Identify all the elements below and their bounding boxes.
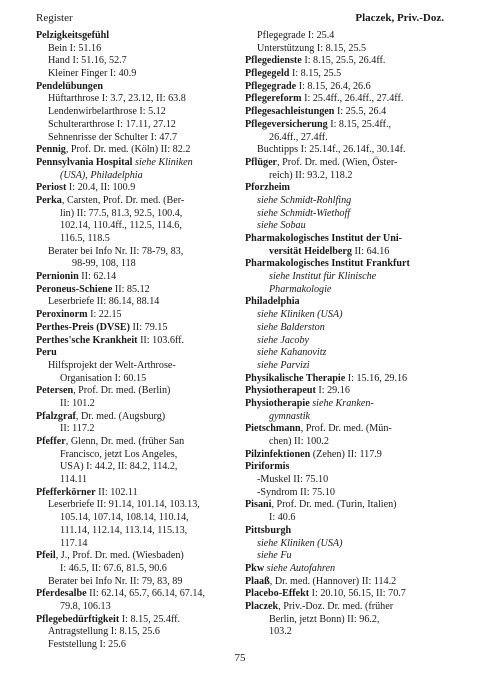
index-locator: I: 8.15, 25.5	[289, 68, 342, 80]
index-term: versität Heidelberg	[269, 245, 352, 257]
index-entry	[36, 614, 238, 627]
index-entry	[36, 411, 238, 424]
index-subentry	[245, 284, 450, 297]
index-subentry	[36, 220, 238, 233]
index-term: Pflegebedürftigkeit	[36, 613, 120, 625]
index-locator: Berlin, jetzt Bonn) II: 96.2,	[269, 613, 380, 625]
index-term: Pfeffer	[36, 436, 66, 447]
index-term: Pennig	[36, 144, 66, 156]
cross-reference: siehe Kahanovitz	[257, 347, 327, 359]
index-locator: II: 117.2	[60, 423, 95, 435]
index-subentry	[245, 309, 450, 322]
index-locator: 26.4ff., 27.4ff.	[269, 131, 328, 143]
index-entry	[245, 106, 450, 119]
index-entry	[245, 588, 450, 601]
index-locator: II: 62.14, 65.7, 66.14, 67.14,	[86, 588, 206, 600]
index-entry	[245, 93, 450, 106]
index-locator: I: 8.15, 25.4ff.	[119, 613, 181, 625]
index-term: Pisani	[245, 499, 272, 511]
index-entry	[245, 563, 450, 576]
index-term: Pietschmann	[245, 423, 301, 435]
index-locator: -Muskel II: 75.10	[257, 474, 329, 486]
index-term: Peru	[36, 347, 57, 359]
cross-reference: siehe Sobau	[257, 220, 306, 232]
index-term: Pflegedienste	[245, 55, 302, 67]
index-term: Placzek	[245, 600, 279, 612]
index-term: Pflüger	[245, 156, 278, 168]
index-subentry	[36, 132, 238, 145]
index-entry	[245, 373, 450, 386]
index-subentry	[245, 30, 450, 43]
index-locator: Organisation I: 60.15	[60, 372, 147, 384]
index-term: Peroxinorm	[36, 309, 88, 321]
index-entry	[36, 588, 238, 601]
index-entry	[36, 385, 238, 398]
cross-reference: siehe Schmidt-Rohlfing	[257, 194, 352, 206]
index-subentry	[36, 461, 238, 474]
index-entry	[245, 182, 450, 195]
index-locator: USA) I: 44.2, II: 84.2, 114.2,	[60, 461, 178, 473]
index-subentry	[36, 208, 238, 221]
index-locator: 79.8, 106.13	[60, 600, 111, 612]
index-subentry	[245, 208, 450, 221]
index-subentry	[245, 220, 450, 233]
index-locator: Sehnenrisse der Schulter I: 47.7	[48, 131, 178, 143]
index-entry	[245, 499, 450, 512]
cross-reference: siehe Kranken-	[309, 397, 374, 409]
index-entry	[245, 119, 450, 132]
index-term: Pflegeversicherung	[245, 118, 328, 130]
cross-reference: siehe Schmidt-Wiethoff	[257, 207, 351, 219]
running-head-left: Register	[36, 12, 73, 24]
index-term: Pfalzgraf	[36, 410, 76, 422]
index-locator: chen) II: 100.2	[269, 436, 329, 447]
index-locator: , J., Prof. Dr. med. (Wiesbaden)	[55, 550, 184, 562]
index-subentry	[245, 144, 450, 157]
index-subentry	[36, 626, 238, 639]
index-subentry	[245, 512, 450, 525]
page-number: 75	[234, 652, 246, 664]
index-locator: Leserbriefe II: 91.14, 101.14, 103.13,	[48, 499, 200, 511]
index-subentry	[245, 43, 450, 56]
index-subentry	[245, 246, 450, 259]
index-subentry	[36, 296, 238, 309]
index-locator: 111.14, 112.14, 113.14, 115.13,	[60, 524, 188, 536]
index-locator: 105.14, 107.14, 108.14, 110.14,	[60, 512, 189, 524]
index-locator: Antragstellung I: 8.15, 25.6	[48, 626, 160, 638]
index-term: Pfeil	[36, 550, 56, 562]
index-subentry	[36, 449, 238, 462]
index-locator: I: 22.15	[87, 309, 122, 321]
index-locator: I: 15.16, 29.16	[345, 372, 408, 384]
index-locator: , Prof. Dr. med. (Wien, Öster-	[277, 156, 398, 168]
index-locator: I: 25.4ff., 26.4ff., 27.4ff.	[301, 93, 404, 105]
index-locator: II: 64.16	[351, 245, 390, 257]
index-entry	[36, 30, 238, 43]
index-term: Petersen	[36, 385, 74, 397]
index-entry	[245, 601, 450, 614]
cross-reference: siehe Parvizi	[257, 359, 310, 371]
cross-reference: siehe Kliniken (USA)	[257, 537, 343, 549]
index-subentry	[36, 499, 238, 512]
index-entry	[36, 182, 238, 195]
index-subentry	[245, 614, 450, 627]
index-locator: , Dr. med. (Augsburg)	[75, 410, 166, 422]
index-locator: Hüftarthrose I: 3.7, 23.12, II: 63.8	[48, 93, 186, 105]
index-subentry	[245, 335, 450, 348]
index-entry	[36, 271, 238, 284]
index-subentry	[36, 373, 238, 386]
index-locator: Hand I: 51.16, 52.7	[48, 55, 127, 67]
index-entry	[36, 436, 238, 449]
index-term: Pelzigkeitsgefühl	[36, 30, 110, 41]
index-locator: II: 85.12	[112, 283, 150, 295]
index-term: Pharmakologisches Institut der Uni-	[245, 233, 403, 244]
index-locator: 116.5, 118.5	[60, 233, 110, 244]
index-locator: Leserbriefe II: 86.14, 88.14	[48, 296, 160, 308]
index-entry	[245, 449, 450, 462]
index-locator: I: 8.15, 25.5, 26.4ff.	[301, 55, 386, 67]
cross-reference: siehe Fu	[257, 550, 292, 562]
index-term: Pflegesachleistungen	[245, 106, 335, 118]
index-locator: Lendenwirbelarthrose I: 5.12	[48, 106, 166, 118]
cross-reference: Pharmakologie	[269, 283, 332, 295]
index-subentry	[245, 411, 450, 424]
index-term: Pernionin	[36, 271, 79, 283]
index-locator: II: 102.11	[95, 486, 138, 498]
index-entry	[245, 157, 450, 170]
index-subentry	[245, 360, 450, 373]
index-locator: II: 101.2	[60, 397, 95, 409]
index-entry	[36, 309, 238, 322]
index-column-left	[36, 30, 238, 652]
index-term: Pferdesalbe	[36, 588, 87, 600]
index-locator: Hilfsprojekt der Welt-Arthrose-	[48, 359, 176, 371]
index-entry	[245, 385, 450, 398]
index-subentry	[36, 119, 238, 132]
index-subentry	[245, 474, 450, 487]
index-entry	[245, 398, 450, 411]
index-entry	[245, 81, 450, 94]
cross-reference: siehe Kliniken (USA)	[257, 309, 343, 321]
index-locator: I: 8.15, 25.4ff.,	[327, 118, 392, 130]
index-locator: , Glenn, Dr. med. (früher San	[65, 436, 185, 447]
index-term: Pittsburgh	[245, 524, 292, 536]
index-subentry	[36, 576, 238, 589]
index-subentry	[245, 322, 450, 335]
index-locator: I: 25.5, 26.4	[334, 106, 387, 118]
index-subentry	[36, 55, 238, 68]
index-term: Placebo-Effekt	[245, 588, 310, 600]
index-entry	[36, 347, 238, 360]
index-subentry	[245, 195, 450, 208]
index-column-right	[245, 30, 450, 639]
index-subentry	[36, 68, 238, 81]
index-entry	[36, 81, 238, 94]
index-subentry	[36, 474, 238, 487]
index-term: Physikalische Therapie	[245, 372, 346, 384]
index-subentry	[245, 538, 450, 551]
index-locator: , Prof. Dr. med. (Mün-	[300, 423, 392, 435]
index-subentry	[36, 601, 238, 614]
index-entry	[245, 423, 450, 436]
cross-reference: siehe Balderston	[257, 321, 325, 333]
index-subentry	[36, 563, 238, 576]
index-locator: -Syndrom II: 75.10	[257, 486, 335, 498]
index-subentry	[36, 233, 238, 246]
index-term: Plaaß	[245, 575, 270, 587]
index-term: Peroneus-Schiene	[36, 283, 113, 295]
index-term: Pendelübungen	[36, 80, 103, 92]
index-subentry	[245, 132, 450, 145]
index-entry	[36, 322, 238, 335]
index-entry	[245, 296, 450, 309]
index-term: Physiotherapeut	[245, 385, 316, 397]
index-subentry	[36, 106, 238, 119]
index-locator: , Prof. Dr. med. (Berlin)	[73, 385, 171, 397]
index-entry	[245, 68, 450, 81]
index-locator: lin) II: 77.5, 81.3, 92.5, 100.4,	[60, 207, 183, 219]
index-entry	[245, 461, 450, 474]
index-term: Pflegegrade	[245, 80, 297, 92]
index-locator: 117.14	[60, 537, 88, 549]
index-entry	[36, 195, 238, 208]
index-locator: Bein I: 51.16	[48, 42, 102, 54]
index-subentry	[245, 347, 450, 360]
index-locator: II: 103.6ff.	[137, 334, 185, 346]
index-locator: Unterstützung I: 8.15, 25.5	[257, 42, 367, 54]
index-locator: , Priv.-Doz. Dr. med. (früher	[278, 600, 394, 612]
index-locator: II: 79.15	[130, 321, 168, 333]
index-term: Periost	[36, 182, 67, 194]
index-locator: 103.2	[269, 626, 292, 638]
index-locator: 102.14, 110.4ff., 112.5, 114.6,	[60, 220, 182, 232]
index-locator: Buchtipps I: 25.14f., 26.14f., 30.14f.	[257, 144, 406, 156]
index-subentry	[245, 170, 450, 183]
index-term: Pkw	[245, 562, 265, 574]
index-locator: reich) II: 93.2, 118.2	[269, 169, 353, 181]
index-locator: II: 62.14	[78, 271, 117, 283]
cross-reference: (USA), Philadelphia	[60, 169, 143, 181]
index-subentry	[36, 360, 238, 373]
index-term: Physiotherapie	[245, 397, 310, 409]
index-entry	[36, 487, 238, 500]
index-term: Perthes'sche Krankheit	[36, 334, 138, 346]
index-entry	[36, 284, 238, 297]
index-entry	[245, 576, 450, 589]
index-entry	[36, 144, 238, 157]
index-locator: Pflegegrade I: 25.4	[257, 30, 335, 41]
running-head-right: Placzek, Priv.-Doz.	[355, 12, 444, 24]
index-term: Pflegegeld	[245, 68, 290, 80]
index-subentry	[36, 43, 238, 56]
index-entry	[245, 258, 450, 271]
index-subentry	[245, 550, 450, 563]
index-locator: , Prof. Dr. med. (Köln) II: 82.2	[65, 144, 191, 156]
index-locator: I: 20.4, II: 100.9	[66, 182, 136, 194]
index-locator: I: 40.6	[269, 512, 296, 524]
index-entry	[245, 55, 450, 68]
cross-reference: siehe Institut für Klinische	[269, 271, 377, 283]
index-subentry	[36, 246, 238, 259]
index-entry	[36, 335, 238, 348]
index-locator: I: 46.5, II: 67.6, 81.5, 90.6	[60, 562, 167, 574]
index-entry	[36, 157, 238, 170]
index-term: Perthes-Preis (DVSE)	[36, 321, 131, 333]
index-subentry	[36, 512, 238, 525]
index-locator: , Prof. Dr. med. (Turin, Italien)	[271, 499, 397, 511]
index-locator: 114.11	[60, 474, 88, 486]
index-subentry	[245, 487, 450, 500]
cross-reference: siehe Kliniken	[132, 156, 193, 168]
index-locator: Kleiner Finger I: 40.9	[48, 68, 137, 80]
index-term: Perka	[36, 194, 62, 206]
index-locator: Feststellung I: 25.6	[48, 639, 126, 650]
cross-reference: gymnastik	[269, 410, 311, 422]
page-header	[36, 12, 444, 28]
index-entry	[36, 550, 238, 563]
index-locator: Berater bei Info Nr. II: 79, 83, 89	[48, 575, 183, 587]
index-locator: Schulterarthrose I: 17.11, 27.12	[48, 118, 176, 130]
index-locator: Francisco, jetzt Los Angeles,	[60, 448, 178, 460]
index-term: Pforzheim	[245, 182, 290, 194]
index-locator: I: 20.10, 56.15, II: 70.7	[309, 588, 406, 600]
index-term: Pharmakologisches Institut Frankfurt	[245, 258, 410, 270]
index-locator: , Dr. med. (Hannover) II: 114.2	[269, 575, 397, 587]
index-subentry	[36, 170, 238, 183]
index-locator: (Zehen) II: 117.9	[310, 448, 382, 460]
index-subentry	[36, 639, 238, 652]
index-locator: , Carsten, Prof. Dr. med. (Ber-	[61, 194, 185, 206]
index-entry	[245, 525, 450, 538]
index-locator: I: 29.16	[315, 385, 350, 397]
index-entry	[245, 233, 450, 246]
index-subentry	[36, 525, 238, 538]
index-term: Piriformis	[245, 461, 290, 473]
index-subentry	[36, 258, 238, 271]
cross-reference: siehe Jacoby	[257, 334, 310, 346]
index-subentry	[36, 538, 238, 551]
cross-reference: siehe Autofahren	[264, 562, 336, 574]
index-term: Philadelphia	[245, 296, 300, 308]
index-term: Pflegereform	[245, 93, 302, 105]
index-subentry	[245, 271, 450, 284]
index-subentry	[36, 398, 238, 411]
index-term: Pfefferkörner	[36, 486, 96, 498]
index-locator: I: 8.15, 26.4, 26.6	[296, 80, 371, 92]
index-term: Pilzinfektionen	[245, 448, 311, 460]
index-subentry	[245, 436, 450, 449]
index-locator: 98-99, 108, 118	[72, 258, 136, 270]
index-subentry	[245, 626, 450, 639]
index-term: Pennsylvania Hospital	[36, 156, 133, 168]
index-subentry	[36, 93, 238, 106]
index-locator: Berater bei Info Nr. II: 78-79, 83,	[48, 245, 184, 257]
index-subentry	[36, 423, 238, 436]
